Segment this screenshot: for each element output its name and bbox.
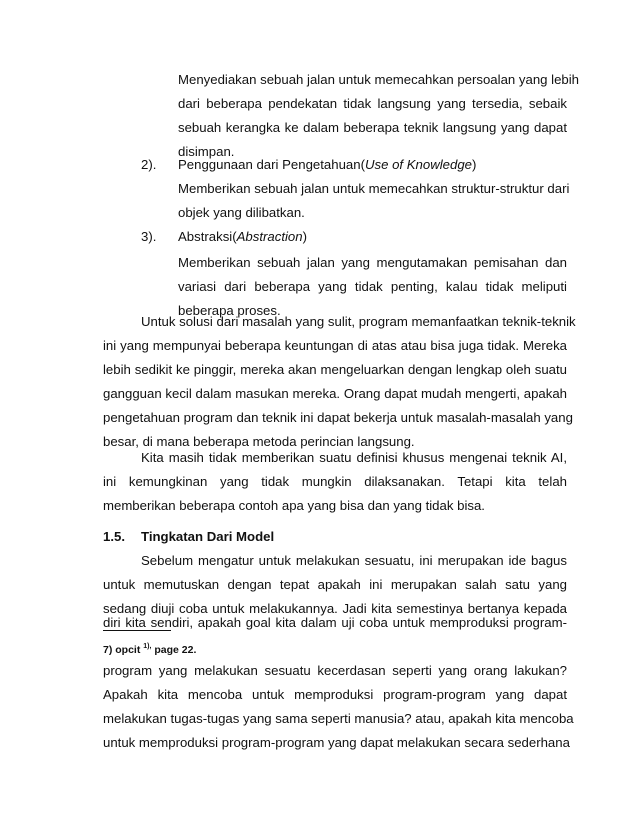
footnote bbox=[103, 643, 196, 656]
item3-body-line-1: Memberikan sebuah jalan yang mengutamakan pemisahan dan bbox=[178, 255, 567, 270]
footnote-text: 7) opcit bbox=[103, 644, 141, 656]
para3-line-4: diri kita sendiri, apakah goal kita dalam uji coba untuk memproduksi program- bbox=[103, 615, 567, 630]
para1-line-6: besar, di mana beberapa metoda perincian langsung. bbox=[103, 434, 415, 449]
para2-line-1: Kita masih tidak memberikan suatu definisi khusus mengenai teknik AI, bbox=[141, 450, 567, 465]
footnote-sup: 1), bbox=[143, 643, 152, 650]
item3-title bbox=[178, 226, 307, 248]
item3-title-suffix: ) bbox=[302, 229, 308, 244]
item1-line-2: dari beberapa pendekatan tidak langsung yang tersedia, sebaik bbox=[178, 96, 567, 111]
item1-line-1: Menyediakan sebuah jalan untuk memecahkan persoalan yang lebih bbox=[178, 72, 580, 87]
para3-line-2: untuk memutuskan dengan tepat apakah ini merupakan salah satu yang bbox=[103, 577, 567, 592]
item2-number: 2). bbox=[141, 157, 157, 172]
para1-line-5: pengetahuan program dan teknik ini dapat bekerja untuk masalah-masalah yang bbox=[103, 410, 573, 425]
section-number: 1.5. bbox=[103, 529, 125, 544]
footnote-rule bbox=[103, 630, 171, 631]
item2-title-italic: Use of Knowledge bbox=[364, 157, 473, 172]
para4-line-1: program yang melakukan sesuatu kecerdasan seperti yang orang lakukan? bbox=[103, 663, 567, 678]
para4-line-3: melakukan tugas-tugas yang sama seperti manusia? atau, apakah kita mencoba bbox=[103, 711, 574, 726]
para2-line-2: ini kemungkinan yang tidak mungkin dilaksanakan. Tetapi kita telah bbox=[103, 474, 567, 489]
item2-title-suffix: ) bbox=[472, 157, 477, 172]
para4-line-2: Apakah kita mencoba untuk memproduksi program-program yang dapat bbox=[103, 687, 567, 702]
section-title: Tingkatan Dari Model bbox=[141, 529, 275, 544]
item2-title bbox=[178, 154, 476, 176]
item3-title-prefix: Abstraksi( bbox=[178, 229, 237, 244]
item3-number: 3). bbox=[141, 229, 157, 244]
footnote-page: page 22. bbox=[151, 644, 197, 656]
para3-line-1: Sebelum mengatur untuk melakukan sesuatu, ini merupakan ide bagus bbox=[141, 553, 567, 568]
item3-title-italic: Abstraction bbox=[236, 229, 303, 244]
para1-line-3: lebih sedikit ke pinggir, mereka akan mengeluarkan dengan lengkap oleh suatu bbox=[103, 362, 567, 377]
para1-line-4: gangguan kecil dalam masukan mereka. Orang dapat mudah mengerti, apakah bbox=[103, 386, 567, 401]
item2-body-line-1: Memberikan sebuah jalan untuk memecahkan struktur-struktur dari bbox=[178, 181, 570, 196]
item1-line-3: sebuah kerangka ke dalam beberapa teknik langsung yang dapat bbox=[178, 120, 567, 135]
item3-body-line-2: variasi dari beberapa yang tidak penting, kalau tidak meliputi bbox=[178, 279, 567, 294]
para4-line-4: untuk memproduksi program-program yang dapat melakukan secara sederhana bbox=[103, 735, 570, 750]
para2-line-3: memberikan beberapa contoh apa yang bisa dan yang tidak bisa. bbox=[103, 498, 485, 513]
item2-title-prefix: Penggunaan dari Pengetahuan( bbox=[178, 157, 365, 172]
item3-body-line-3: beberapa proses. bbox=[178, 303, 281, 318]
item2-body-line-2: objek yang dilibatkan. bbox=[178, 205, 305, 220]
item1-line-4: disimpan. bbox=[178, 144, 235, 159]
para3-line-3: sedang diuji coba untuk melakukannya. Jadi kita semestinya bertanya kepada bbox=[103, 601, 567, 616]
para1-line-1: Untuk solusi dari masalah yang sulit, program memanfaatkan teknik-teknik bbox=[141, 314, 576, 329]
para1-line-2: ini yang mempunyai beberapa keuntungan di atas atau bisa juga tidak. Mereka bbox=[103, 338, 567, 353]
